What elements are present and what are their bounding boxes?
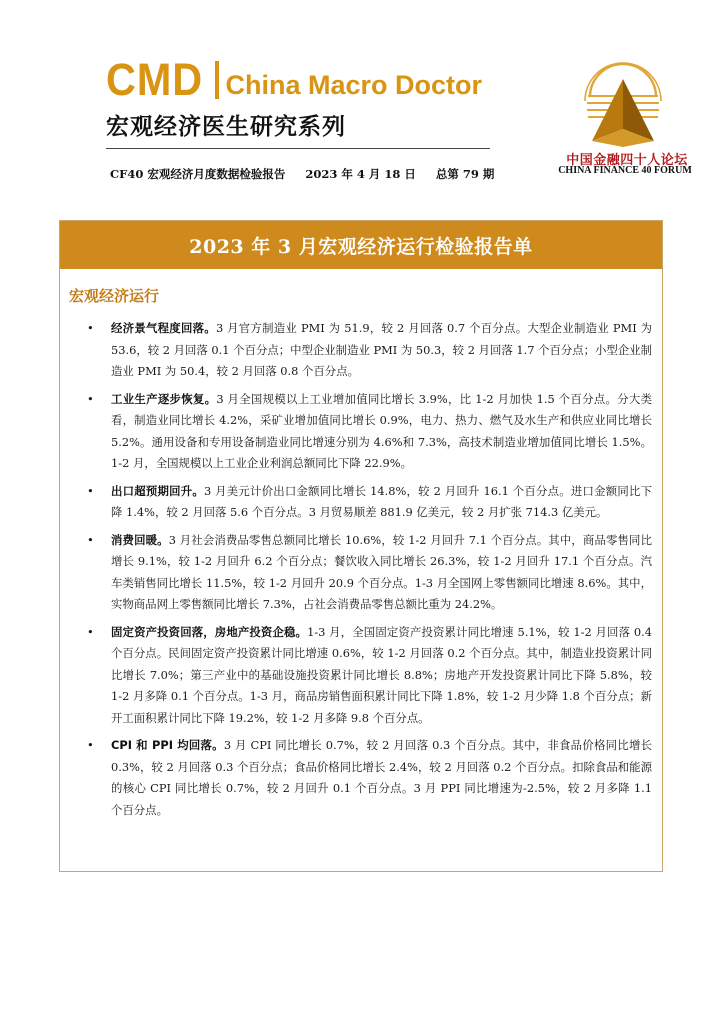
bullet-icon: •	[87, 624, 94, 639]
header-rule	[106, 148, 490, 149]
item-body: 3 月官方制造业 PMI 为 51.9，较 2 月回落 0.7 个百分点。大型企业制造业 PMI 为 53.6，较 2 月回落 0.1 个百分点；中型企业制造业 PMI 为 50.3，较 2 月回落 1.7 个百分点；小型企业制造业 PMI 为 50.4，较 2 月回落 0.8 个百分点。	[111, 321, 652, 378]
item-text	[111, 318, 652, 383]
brand-divider	[215, 61, 219, 99]
forum-logo-icon	[582, 55, 664, 147]
list-item	[60, 318, 662, 383]
item-heading: 消费回暖。	[111, 532, 169, 547]
item-heading: 出口超预期回升。	[111, 483, 205, 498]
item-heading: 工业生产逐步恢复。	[111, 391, 217, 406]
item-text	[111, 481, 652, 524]
item-text	[111, 530, 652, 616]
report-title: 2023 年 3 月宏观经济运行检验报告单	[189, 235, 533, 258]
series-name: 宏观经济医生研究系列	[106, 114, 346, 140]
bullet-icon: •	[87, 321, 94, 335]
item-heading: 固定资产投资回落，房地产投资企稳。	[111, 624, 308, 639]
list-item	[60, 735, 662, 821]
report-items	[60, 318, 662, 821]
report-banner	[60, 221, 662, 269]
forum-name-en: CHINA FINANCE 40 FORUM	[558, 165, 692, 176]
brand-header	[106, 54, 482, 141]
list-item	[60, 530, 662, 616]
item-heading: 经济景气程度回落。	[111, 321, 216, 335]
report-code: CF40 宏观经济月度数据检验报告	[110, 167, 286, 181]
item-text	[111, 735, 652, 821]
item-body: 3 月社会消费品零售总额同比增长 10.6%，较 1-2 月回升 7.1 个百分点。其中，商品零售同比增长 9.1%，较 1-2 月回升 6.2 个百分点；餐饮收入同比增长 26.3%，较 1-2 月回升 17.1 个百分点。汽车类销售同比增长 11.5%，较 1-2 月回升 20.9 个百分点。1-3 月全国网上零售额同比增速 8.6%。其中，实物商品网上零售额同比增长 7.3%，占社会消费品零售总额比重为 24.2%。	[111, 532, 652, 611]
bullet-icon: •	[87, 532, 94, 547]
list-item	[60, 622, 662, 730]
brand-name: China Macro Doctor	[225, 70, 483, 100]
brand-abbr: CMD	[106, 54, 204, 105]
item-text	[111, 389, 652, 475]
issue-line	[110, 166, 510, 182]
item-text	[111, 622, 652, 730]
item-body: 3 月美元计价出口金额同比增长 14.8%，较 2 月回升 16.1 个百分点。进口金额同比下降 1.4%，较 2 月回落 5.6 个百分点。3 月贸易顺差 881.9 亿美元，较 2 月扩张 714.3 亿美元。	[111, 483, 652, 519]
list-item	[60, 389, 662, 475]
section-title: 宏观经济运行	[69, 287, 160, 305]
issue-number: 总第 79 期	[435, 167, 495, 181]
item-body: 3 月全国规模以上工业增加值同比增长 3.9%，比 1-2 月加快 1.5 个百分点。分大类看，制造业同比增长 4.2%，采矿业增加值同比增长 0.9%，电力、热力、燃气及水生产和供应业同比增长 5.2%。通用设备和专用设备制造业同比增速分别为 4.6%和 7.3%，高技术制造业增加值同比增长 1.5%。1-2 月，全国规模以上工业企业利润总额同比下降 22.9%。	[111, 391, 652, 470]
bullet-icon: •	[87, 738, 94, 752]
report-date: 2023 年 4 月 18 日	[305, 167, 416, 181]
list-item	[60, 481, 662, 524]
forum-name-cn: 中国金融四十人论坛	[566, 153, 688, 168]
item-body: 1-3 月，全国固定资产投资累计同比增速 5.1%，较 1-2 月回落 0.4 个百分点。民间固定资产投资累计同比增速 0.6%，较 1-2 月回落 0.2 个百分点。其中，制造业投资累计同比增长 7.0%；第三产业中的基础设施投资累计同比增长 8.8%；房地产开发投资累计同比下降 5.8%，较 1-2 月多降 0.1 个百分点。1-3 月，商品房销售面积累计同比下降 1.8%，较 1-2 月少降 1.8 个百分点；新开工面积累计同比下降 19.2%，较 1-2 月多降 9.8 个百分点。	[111, 624, 652, 725]
bullet-icon: •	[87, 391, 94, 406]
item-heading: CPI 和 PPI 均回落。	[111, 738, 224, 752]
bullet-icon: •	[87, 483, 94, 498]
report-card	[59, 220, 663, 872]
brand-logo-row	[106, 54, 483, 105]
item-body: 3 月 CPI 同比增长 0.7%，较 2 月回落 0.3 个百分点。其中，非食品价格同比增长 0.3%，较 2 月回落 0.3 个百分点；食品价格同比增长 2.4%，较 2 月回落 0.2 个百分点。扣除食品和能源的核心 CPI 同比增长 0.7%，较 2 月回升 0.1 个百分点。3 月 PPI 同比增速为-2.5%，较 2 月多降 1.1 个百分点。	[111, 738, 652, 817]
